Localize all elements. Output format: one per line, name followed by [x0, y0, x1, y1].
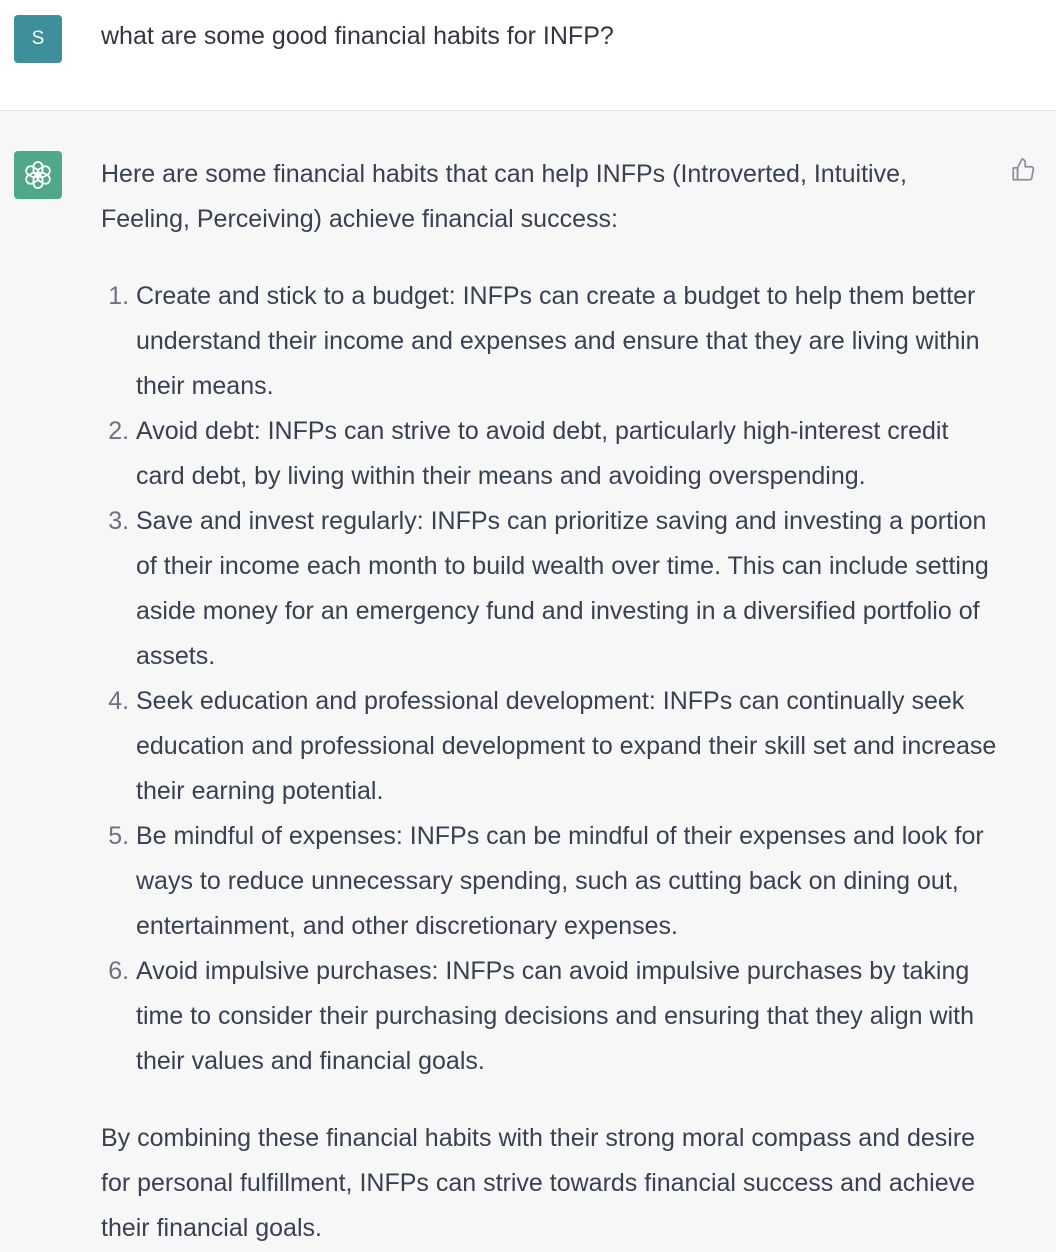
user-message-row: [0, 0, 1056, 111]
user-message-text: what are some good financial habits for INFP?: [101, 22, 614, 50]
user-avatar-letter: S: [31, 28, 45, 49]
thumbs-up-button[interactable]: [1008, 155, 1038, 185]
answer-conclusion: By combining these financial habits with their strong moral compass and desire for personal fulfillment, INFPs can strive towards financial success and achieve their financial goals.: [101, 1124, 976, 1242]
assistant-answer: [101, 152, 1001, 1251]
answer-intro: Here are some financial habits that can help INFPs (Introverted, Intuitive, Feeling, Perceiving) achieve financial success:: [101, 160, 907, 233]
assistant-avatar: [14, 151, 62, 199]
user-avatar: [14, 15, 62, 63]
assistant-message-row: [0, 111, 1056, 1252]
list-item: 2. Avoid debt: INFPs can strive to avoid debt, particularly high-interest credit card debt, by living within their means and avoiding overspending.: [136, 409, 1001, 499]
thumbs-up-icon: [1010, 157, 1036, 183]
list-item: 4. Seek education and professional development: INFPs can continually seek education and professional development to expand their skill set and increase their earning potential.: [136, 679, 1001, 814]
openai-logo-icon: [21, 158, 55, 192]
habits-list: [101, 274, 1001, 1084]
list-item: 3. Save and invest regularly: INFPs can prioritize saving and investing a portion of their income each month to build wealth over time. This can include setting aside money for an emergency fund and investing in a diversified portfolio of assets.: [136, 499, 1001, 679]
list-item: 6. Avoid impulsive purchases: INFPs can avoid impulsive purchases by taking time to consider their purchasing decisions and ensuring that they align with their values and financial goals.: [136, 949, 1001, 1084]
list-item: 1. Create and stick to a budget: INFPs can create a budget to help them better understand their income and expenses and ensure that they are living within their means.: [136, 274, 1001, 409]
list-item: 5. Be mindful of expenses: INFPs can be mindful of their expenses and look for ways to reduce unnecessary spending, such as cutting back on dining out, entertainment, and other discretionary expenses.: [136, 814, 1001, 949]
